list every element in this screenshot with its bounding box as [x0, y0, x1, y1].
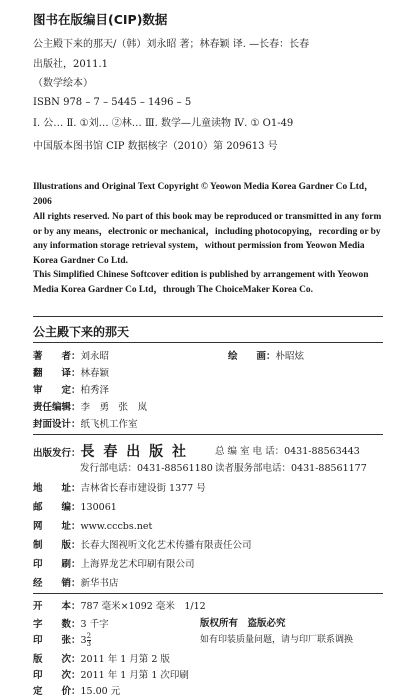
zip-value: 130061 [80, 502, 117, 513]
rights-notice: 版权所有 盗版必究 [200, 618, 286, 629]
address-label: 地 址： [33, 483, 81, 494]
cip-isbn: ISBN 978 – 7 – 5445 – 1496 – 5 [33, 97, 192, 108]
credit-reviewer [33, 382, 109, 396]
credit-reviewer-label: 审 定： [33, 385, 81, 396]
credit-reviewer-value: 柏秀泽 [80, 385, 110, 396]
cip-number: 中国版本图书馆 CIP 数据核字（2010）第 209613 号 [33, 141, 278, 152]
format-label: 开 本： [33, 601, 81, 612]
printing-value: 2011 年 1 月第 1 次印刷 [80, 670, 189, 681]
wordcount-value: 3 千字 [80, 619, 109, 630]
printer-label: 印 刷： [33, 559, 81, 570]
wordcount-label: 字 数： [33, 619, 81, 630]
printing-label: 印 次： [33, 670, 81, 681]
divider-top [33, 316, 383, 317]
typeset-row [33, 537, 252, 551]
publisher-row [33, 441, 188, 461]
divider-title [33, 342, 383, 343]
price-value: 15.00 元 [80, 686, 121, 697]
edition-row [33, 651, 170, 665]
address-value: 吉林省长春市建设街 1377 号 [80, 483, 206, 494]
website-row [33, 518, 152, 532]
printer-value: 上海界龙艺术印刷有限公司 [80, 559, 195, 570]
cip-header: 图书在版编目(CIP)数据 [33, 12, 168, 27]
credit-illustrator [228, 348, 304, 362]
price-row [33, 683, 120, 697]
editor-office-phone [215, 443, 360, 457]
credit-editor-label: 责任编辑： [33, 402, 81, 413]
wordcount-row [33, 616, 109, 630]
sales-value: 0431-88561180 [137, 463, 213, 474]
sheets-fraction [87, 633, 91, 648]
distributor-row [33, 575, 119, 589]
quality-notice: 如有印装质量问题，请与印厂联系调换 [200, 635, 354, 645]
sales-label: 发行部电话： [80, 463, 138, 474]
edition-label: 版 次： [33, 654, 81, 665]
copyright-edition: This Simplified Chinese Softcover edition is published by arrangement with Yeowon Media Korea Gardner Co Ltd，through The ChoiceMaker Korea Co. [33, 270, 369, 295]
cip-series-line: （数学绘本） [33, 78, 93, 89]
website-value: www.cccbs.net [80, 521, 153, 532]
credit-cover-value: 纸飞机工作室 [80, 419, 138, 430]
sheets-label: 印 张： [33, 635, 81, 646]
credit-author-value: 刘永昭 [80, 351, 110, 362]
distributor-label: 经 销： [33, 578, 81, 589]
address-row [33, 480, 206, 494]
credit-translator-label: 翻 译： [33, 368, 81, 379]
credit-cover-label: 封面设计： [33, 419, 81, 430]
edition-value: 2011 年 1 月第 2 版 [80, 654, 170, 665]
credit-author-label: 著 者： [33, 351, 81, 362]
price-label: 定 价： [33, 686, 81, 697]
cip-classification: Ⅰ. 公… Ⅱ. ①刘… ②林… Ⅲ. 数学—儿童读物 Ⅳ. ① O1-49 [33, 118, 294, 129]
typeset-value: 长春大图视听文化艺术传播有限责任公司 [80, 540, 252, 551]
sheets-row [33, 632, 91, 648]
credit-cover [33, 416, 138, 430]
credit-translator [33, 365, 109, 379]
zip-label: 邮 编： [33, 502, 81, 513]
copyright-original: Illustrations and Original Text Copyright © Yeowon Media Korea Gardner Co Ltd，2006 [33, 182, 374, 207]
divider-publisher [33, 593, 383, 594]
copyright-rights: All rights reserved. No part of this book may be reproduced or transmitted in any form or by any means，electronic or mechanical，including photocopying，recording or by any information storage retrieval system，without permission from Yeowon Media Korea Gardner Co Ltd. [33, 212, 382, 266]
printer-row [33, 556, 195, 570]
sheets-denominator: 3 [86, 640, 92, 648]
cip-title-line: 公主殿下来的那天/（韩）刘永昭 著；林春颖 译. —长春：长春 [33, 39, 310, 50]
book-title: 公主殿下来的那天 [33, 325, 130, 339]
editor-office-value: 0431-88563443 [284, 446, 360, 457]
credit-author [33, 348, 109, 362]
publisher-label: 出版发行： [33, 448, 81, 459]
credit-translator-value: 林春颖 [80, 368, 110, 379]
credit-editor-value: 李 勇 张 岚 [80, 402, 148, 413]
distributor-value: 新华书店 [80, 578, 119, 589]
cip-publisher-line: 出版社，2011.1 [33, 59, 108, 70]
format-row [33, 598, 206, 612]
sheets-numerator: 2 [86, 632, 92, 640]
credit-illustrator-label: 绘 画： [228, 351, 276, 362]
credit-illustrator-value: 朴昭炫 [275, 351, 305, 362]
reader-value: 0431-88561177 [291, 463, 367, 474]
credit-editor [33, 399, 147, 413]
sheets-whole: 3 [80, 635, 87, 646]
typeset-label: 制 版： [33, 540, 81, 551]
zip-row [33, 499, 117, 513]
editor-office-label: 总 编 室 电 话： [215, 446, 285, 457]
divider-credits [33, 434, 383, 435]
reader-phone [215, 460, 367, 474]
printing-row [33, 667, 189, 681]
format-value: 787 毫米×1092 毫米 1/12 [80, 601, 206, 612]
publisher-logo: 長 春 出 版 社 [80, 444, 189, 460]
website-label: 网 址： [33, 521, 81, 532]
reader-label: 读者服务部电话： [215, 463, 292, 474]
sales-phone [80, 460, 213, 474]
